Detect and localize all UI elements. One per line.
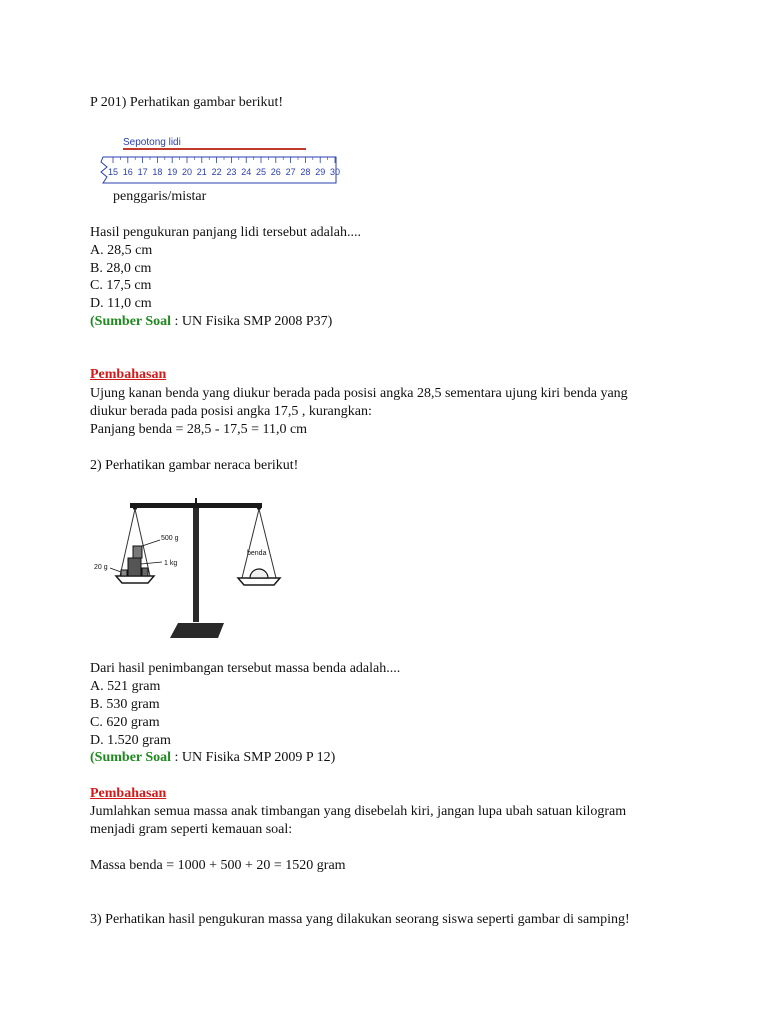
ruler-number: 23 — [226, 167, 237, 177]
ruler-number: 21 — [196, 167, 207, 177]
ruler-number: 18 — [152, 167, 163, 177]
q2-option-a: A. 521 gram — [90, 679, 161, 694]
ruler-number: 30 — [329, 167, 341, 177]
weight-500g — [133, 546, 142, 558]
ruler-number: 27 — [285, 167, 296, 177]
q1-discussion-line-3: Panjang benda = 28,5 - 17,5 = 11,0 cm — [90, 422, 308, 437]
ruler-number: 19 — [167, 167, 178, 177]
label-500g: 500 g — [161, 535, 179, 542]
ruler-number: 17 — [137, 167, 148, 177]
ruler-figure — [93, 130, 343, 184]
stick-label: Sepotong lidi — [123, 137, 181, 148]
q1-source-open: ( — [90, 314, 95, 329]
ruler-caption: penggaris/mistar — [113, 189, 207, 204]
q2-discussion-line-1: Jumlahkan semua massa anak timbangan yang disebelah kiri, jangan lupa ubah satuan kilogram — [90, 804, 627, 819]
q3-title: 3) Perhatikan hasil pengukuran massa yang dilakukan seorang siswa seperti gambar di samping! — [90, 912, 630, 927]
ruler-number: 20 — [181, 167, 193, 177]
q1-option-c: C. 17,5 cm — [90, 278, 152, 293]
q2-formula: Massa benda = 1000 + 500 + 20 = 1520 gram — [90, 858, 346, 873]
ruler-number: 22 — [211, 167, 222, 177]
label-20g: 20 g — [94, 564, 108, 571]
q1-source-text: : UN Fisika SMP 2008 P37) — [171, 314, 333, 329]
balance-base — [170, 623, 224, 638]
q1-option-b: B. 28,0 cm — [90, 261, 152, 276]
ruler-number: 24 — [241, 167, 252, 177]
q2-option-d: D. 1.520 gram — [90, 733, 171, 748]
object-benda — [250, 569, 268, 578]
right-pan — [238, 578, 280, 585]
q1-discussion-line-1: Ujung kanan benda yang diukur berada pada posisi angka 28,5 sementara ujung kiri benda yang — [90, 386, 628, 401]
ruler-number: 28 — [300, 167, 311, 177]
ruler-number: 25 — [255, 167, 267, 177]
q1-source-label: Sumber Soal — [94, 314, 172, 329]
q2-option-c: C. 620 gram — [90, 715, 160, 730]
ruler-number: 26 — [270, 167, 281, 177]
q2-source-text: : UN Fisika SMP 2009 P 12) — [171, 750, 336, 765]
q2-discussion-line-2: menjadi gram seperti kemauan soal: — [90, 822, 293, 837]
ruler-number: 15 — [107, 167, 119, 177]
ruler-number: 16 — [122, 167, 133, 177]
q1-discussion-heading: Pembahasan — [90, 367, 167, 382]
q1-source — [90, 313, 332, 331]
q2-title: 2) Perhatikan gambar neraca berikut! — [90, 458, 299, 473]
q2-source-open: ( — [90, 750, 95, 765]
balance-figure — [92, 496, 302, 642]
balance-stand — [193, 508, 199, 622]
q2-question: Dari hasil penimbangan tersebut massa benda adalah.... — [90, 661, 401, 676]
q1-discussion-line-2: diukur berada pada posisi angka 17,5 , kurangkan: — [90, 404, 372, 419]
label-1kg: 1 kg — [164, 560, 178, 567]
weight-1kg — [128, 558, 141, 576]
label-benda: benda — [247, 550, 267, 557]
q2-discussion-heading: Pembahasan — [90, 786, 167, 801]
q1-option-d: D. 11,0 cm — [90, 296, 152, 311]
weight-20g — [121, 570, 127, 576]
left-pan — [116, 576, 154, 583]
q1-question: Hasil pengukuran panjang lidi tersebut adalah.... — [90, 225, 361, 240]
q1-option-a: A. 28,5 cm — [90, 243, 153, 258]
q2-source — [90, 749, 335, 767]
q2-option-b: B. 530 gram — [90, 697, 160, 712]
q2-source-label: Sumber Soal — [94, 750, 172, 765]
q1-title: P 201) Perhatikan gambar berikut! — [90, 95, 284, 110]
ruler-number: 29 — [315, 167, 326, 177]
